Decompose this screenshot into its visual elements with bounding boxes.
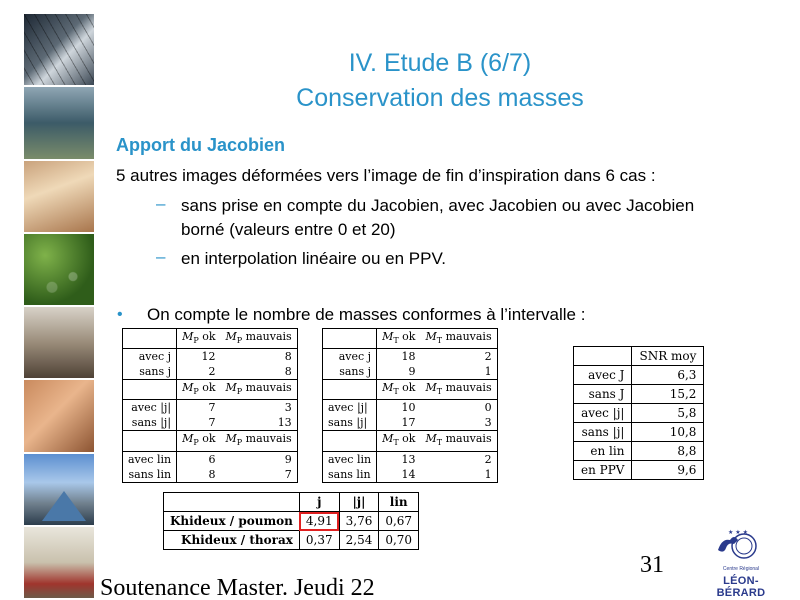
row-label: sans j bbox=[139, 365, 172, 379]
section-heading: Apport du Jacobien bbox=[116, 135, 286, 155]
dash-marker: – bbox=[156, 247, 166, 266]
row-label: Khideux / poumon bbox=[164, 512, 300, 531]
row-label: sans J bbox=[574, 385, 632, 404]
table-cell: 0,70 bbox=[379, 531, 419, 550]
logo bbox=[700, 528, 782, 599]
table-cell: 14 bbox=[377, 467, 421, 483]
table-cell bbox=[323, 329, 377, 349]
table-cell: 3 bbox=[484, 416, 492, 430]
table-cell: 8 bbox=[221, 349, 298, 365]
photo-building bbox=[24, 87, 94, 160]
table-cell: 6,3 bbox=[632, 366, 704, 385]
sub-item-2: en interpolation linéaire ou en PPV. bbox=[181, 249, 446, 268]
table-cell: 6 bbox=[177, 451, 221, 467]
lion-emblem-icon bbox=[714, 528, 760, 562]
table-cell: 17 bbox=[377, 415, 421, 431]
row-label: sans j bbox=[339, 365, 372, 379]
table-cell: 8 bbox=[284, 365, 292, 379]
table-cell: 5,8 bbox=[632, 404, 704, 423]
table-header: SNR moy bbox=[632, 347, 704, 366]
page-number: 31 bbox=[640, 552, 664, 578]
photo-foliage bbox=[24, 234, 94, 307]
table-header: $M_P$ ok bbox=[177, 329, 221, 349]
row-label: avec lin bbox=[323, 451, 377, 467]
table-header: lin bbox=[379, 493, 419, 512]
table-cell bbox=[323, 431, 377, 451]
row-label: avec |j| bbox=[574, 404, 632, 423]
table-header: j bbox=[299, 493, 339, 512]
table-header: $M_T$ mauvais bbox=[420, 380, 497, 400]
table-cell: 3 bbox=[221, 400, 298, 416]
photo-strip bbox=[24, 14, 94, 600]
table-header: $M_P$ mauvais bbox=[221, 329, 298, 349]
table-snr bbox=[573, 346, 704, 480]
row-label: Khideux / thorax bbox=[164, 531, 300, 550]
table-mt-block-2 bbox=[323, 380, 498, 431]
table-cell: 9 bbox=[377, 364, 421, 380]
row-label: sans lin bbox=[128, 467, 172, 481]
sub-item-1: sans prise en compte du Jacobien, avec Jacobien ou avec Jacobien borné (valeurs entre 0 et 20) bbox=[181, 196, 695, 239]
dash-marker: – bbox=[156, 194, 166, 213]
table-cell: 3,76 bbox=[339, 512, 379, 531]
table-cell bbox=[123, 329, 177, 349]
footer-text: Soutenance Master. Jeudi 22 bbox=[100, 575, 375, 600]
table-mp-block-3 bbox=[123, 431, 298, 482]
bullet-icon: • bbox=[117, 306, 123, 323]
row-label: sans lin bbox=[328, 467, 371, 481]
row-label: avec j bbox=[123, 349, 177, 365]
table-cell bbox=[574, 347, 632, 366]
photo-corridor bbox=[24, 527, 94, 600]
row-label: avec |j| bbox=[323, 400, 377, 416]
table-mt-block-3 bbox=[323, 431, 498, 482]
table-cell: 2 bbox=[420, 451, 497, 467]
table-cell: 7 bbox=[177, 415, 221, 431]
intro-text: 5 autres images déformées vers l’image de fin d’inspiration dans 6 cas : bbox=[116, 166, 656, 185]
table-header: |j| bbox=[339, 493, 379, 512]
logo-name: LÉON-BÉRARD bbox=[716, 575, 766, 599]
table-cell: 7 bbox=[284, 467, 292, 481]
table-cell: 8 bbox=[177, 467, 221, 483]
row-label: sans |j| bbox=[131, 416, 172, 430]
table-cell: 8,8 bbox=[632, 442, 704, 461]
table-cell: 0,37 bbox=[299, 531, 339, 550]
table-cell: 10,8 bbox=[632, 423, 704, 442]
row-label: avec |j| bbox=[123, 400, 177, 416]
row-label: avec lin bbox=[123, 451, 177, 467]
table-mt bbox=[322, 328, 498, 483]
table-cell: 2 bbox=[420, 349, 497, 365]
slide-title: IV. Etude B (6/7) bbox=[348, 49, 532, 77]
table-cell: 1 bbox=[484, 365, 492, 379]
row-label: avec J bbox=[574, 366, 632, 385]
photo-sculpture bbox=[24, 161, 94, 234]
table-header: $M_T$ ok bbox=[377, 431, 421, 451]
photo-pyramid bbox=[24, 454, 94, 527]
table-header: $M_T$ ok bbox=[377, 380, 421, 400]
slide-subtitle: Conservation des masses bbox=[296, 84, 584, 112]
table-cell: 9,6 bbox=[632, 461, 704, 480]
table-cell bbox=[323, 380, 377, 400]
table-cell: 13 bbox=[377, 451, 421, 467]
table-cell: 2 bbox=[177, 364, 221, 380]
table-header: $M_P$ mauvais bbox=[221, 431, 298, 451]
photo-architecture bbox=[24, 14, 94, 87]
photo-relief bbox=[24, 380, 94, 453]
row-label: en lin bbox=[574, 442, 632, 461]
table-cell bbox=[123, 380, 177, 400]
table-mp bbox=[122, 328, 298, 483]
table-cell: 10 bbox=[377, 400, 421, 416]
logo-small-text: Centre Régional bbox=[722, 566, 760, 572]
table-cell: 2,54 bbox=[339, 531, 379, 550]
table-cell bbox=[123, 431, 177, 451]
table-header: $M_T$ mauvais bbox=[420, 431, 497, 451]
table-header: $M_T$ ok bbox=[377, 329, 421, 349]
table-mp-block-2 bbox=[123, 380, 298, 431]
bullet-text: On compte le nombre de masses conformes à l’intervalle : bbox=[147, 305, 586, 324]
table-mp-block-1 bbox=[123, 329, 298, 380]
table-cell: 7 bbox=[177, 400, 221, 416]
row-label: en PPV bbox=[574, 461, 632, 480]
highlighted-cell: 4,91 bbox=[299, 512, 339, 531]
table-header: $M_P$ ok bbox=[177, 431, 221, 451]
table-cell: 1 bbox=[484, 467, 492, 481]
table-header: $M_T$ mauvais bbox=[420, 329, 497, 349]
table-header: $M_P$ mauvais bbox=[221, 380, 298, 400]
table-header: $M_P$ ok bbox=[177, 380, 221, 400]
table-mt-block-1 bbox=[323, 329, 498, 380]
table-cell bbox=[164, 493, 300, 512]
svg-text:★ ★ ★: ★ ★ ★ bbox=[728, 529, 748, 536]
row-label: sans |j| bbox=[574, 423, 632, 442]
table-khideux bbox=[163, 492, 419, 550]
table-cell: 12 bbox=[177, 349, 221, 365]
table-cell: 15,2 bbox=[632, 385, 704, 404]
table-cell: 0 bbox=[420, 400, 497, 416]
row-label: avec j bbox=[323, 349, 377, 365]
table-cell: 9 bbox=[221, 451, 298, 467]
table-cell: 13 bbox=[277, 416, 292, 430]
row-label: sans |j| bbox=[328, 416, 368, 430]
table-cell: 18 bbox=[377, 349, 421, 365]
table-cell: 0,67 bbox=[379, 512, 419, 531]
photo-interior bbox=[24, 307, 94, 380]
